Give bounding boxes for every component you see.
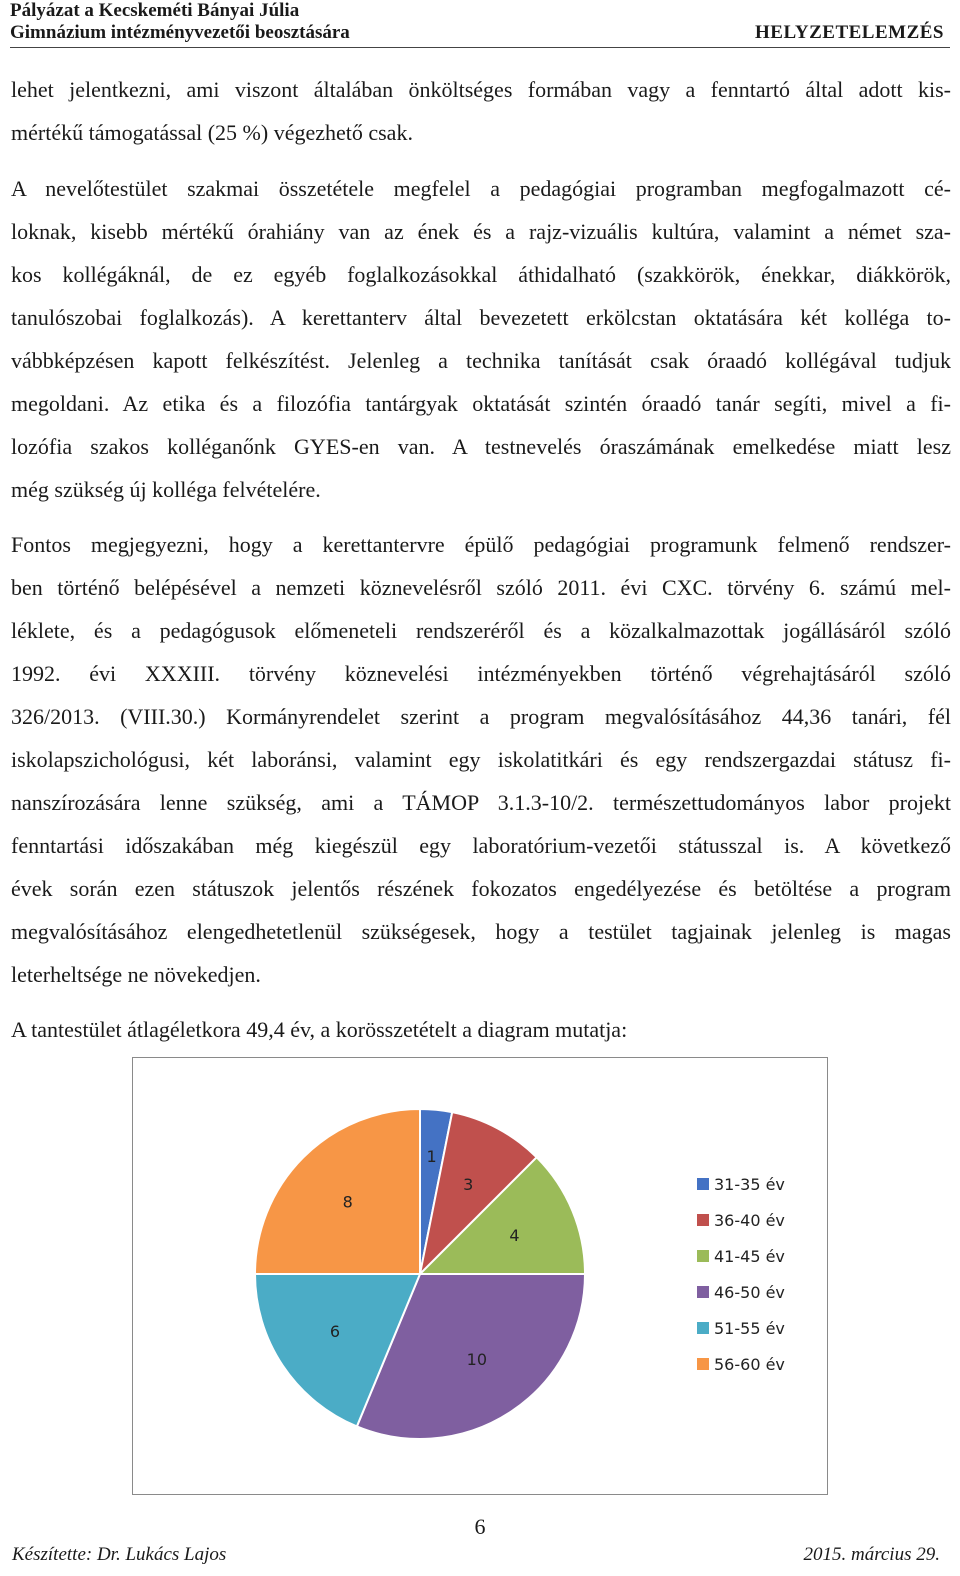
legend-swatch [697,1214,709,1226]
pie-data-label: 6 [329,1321,341,1341]
text-line: fenntartási időszakában még kiegészül egy laboratórium-vezetői státusszal is. A következő [11,833,951,858]
text-line: ben történő belépésével a nemzeti köznevelésről szóló 2011. évi CXC. törvény 6. számú mel- [11,575,951,600]
pie-data-label: 10 [466,1350,488,1370]
paragraph-3 [11,523,951,996]
text-line: loknak, kisebb mértékű órahiány van az ének és a rajz-vizuális kultúra, valamint a német sza- [11,219,951,244]
text-line: leterheltsége ne növekedjen. [11,962,261,987]
text-line: 1992. évi XXXIII. törvény köznevelési intézményekben történő végrehajtásáról szóló [11,661,951,686]
pie-chart-svg [133,1058,827,1494]
paragraph-4 [11,1008,951,1051]
legend-label: 31-35 év [714,1175,785,1194]
pie-slice-6 [255,1109,420,1274]
text-line: léklete, és a pedagógusok előmeneteli rendszeréről és a közalkalmazottak jogállásáról szóló [11,618,951,643]
text-line: lozófia szakos kolléganőnk GYES-en van. A testnevelés óraszámának emelkedése miatt lesz [11,434,951,459]
text-line: A tantestület átlagéletkora 49,4 év, a korösszetételt a diagram mutatja: [11,1017,628,1042]
legend-swatch [697,1286,709,1298]
header-section-title: HELYZETELEMZÉS [755,22,944,43]
text-line: mértékű támogatással (25 %) végezhető csak. [11,120,413,145]
pie-data-label: 4 [509,1225,520,1245]
legend-swatch [697,1322,709,1334]
text-line: még szükség új kolléga felvételére. [11,477,321,502]
text-line: Fontos megjegyezni, hogy a kerettantervre épülő pedagógiai programunk felmenő rendszer- [11,532,951,557]
text-line: iskolapszichológusi, két laboránsi, valamint egy iskolatitkári és egy rendszergazdai státusz fi- [11,747,951,772]
paragraph-2 [11,167,951,511]
paragraph-1 [11,68,951,154]
text-line: megvalósításához elengedhetetlenül szükségesek, hogy a testület tagjainak jelenleg is magas [11,919,951,944]
footer-date: 2015. március 29. [803,1544,940,1565]
text-line: vábbképzésen kapott felkészítést. Jelenleg a technika tanítását csak óraadó kollégával tudjuk [11,348,951,373]
legend-label: 36-40 év [714,1211,785,1230]
text-line: évek során ezen státuszok jelentős részének fokozatos engedélyezése és betöltése a program [11,876,951,901]
legend-swatch [697,1250,709,1262]
text-line: tanulószobai foglalkozás). A kerettanterv által bevezetett erkölcstan oktatására két kolléga to- [11,305,951,330]
text-line: lehet jelentkezni, ami viszont általában önköltséges formában vagy a fenntartó által adott kis- [11,77,951,102]
legend-label: 46-50 év [714,1283,785,1302]
text-line: nanszírozására lenne szükség, ami a TÁMOP 3.1.3-10/2. természettudományos labor projekt [11,790,951,815]
header-title-line2: Gimnázium intézményvezetői beosztására [10,22,350,43]
pie-data-label: 3 [463,1174,474,1194]
text-line: 326/2013. (VIII.30.) Kormányrendelet szerint a program megvalósításához 44,36 tanári, fél [11,704,951,729]
legend-swatch [697,1358,709,1370]
age-pie-chart [132,1057,828,1495]
legend-label: 51-55 év [714,1319,785,1338]
text-line: megoldani. Az etika és a filozófia tantárgyak oktatását szintén óraadó tanár segíti, mivel a fi- [11,391,951,416]
text-line: A nevelőtestület szakmai összetétele megfelel a pedagógiai programban megfogalmazott cé- [11,176,951,201]
page-header [10,0,950,48]
header-title-line1: Pályázat a Kecskeméti Bányai Júlia [10,0,300,21]
legend-label: 41-45 év [714,1247,785,1266]
legend-swatch [697,1178,709,1190]
pie-data-label: 8 [342,1192,353,1212]
footer-author: Készítette: Dr. Lukács Lajos [12,1544,227,1565]
pie-data-label: 1 [426,1146,437,1166]
page-number: 6 [474,1514,486,1539]
legend-label: 56-60 év [714,1355,785,1374]
text-line: kos kollégáknál, de ez egyéb foglalkozásokkal áthidalható (szakkörök, énekkar, diákkörök, [11,262,951,287]
